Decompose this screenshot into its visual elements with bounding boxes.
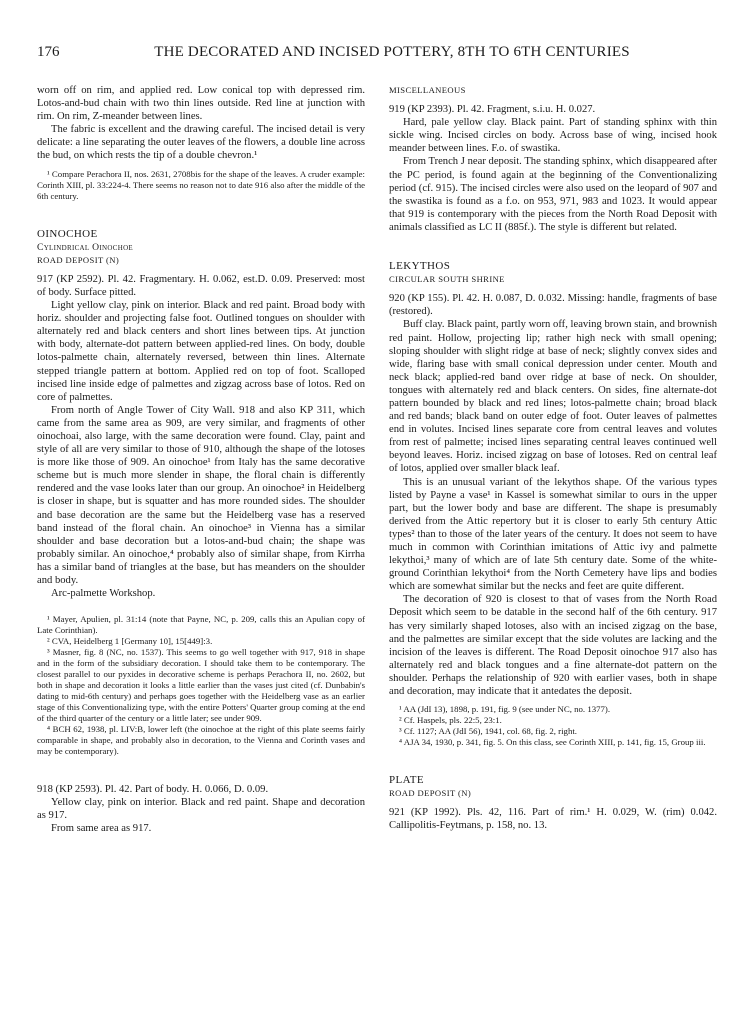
- entry-918-provenance: From same area as 917.: [51, 823, 152, 835]
- section-heading-lekythos: LEKYTHOS: [389, 260, 451, 273]
- entry-917-discussion: From north of Angle Tower of City Wall. 918 and also KP 311, which came from the same area as 909, are very similar, and fragments of other oinochoai, also large, with the same decoration were found. Clay, paint and style of all are very similar to those of 910, although the shape of the lotoses is more like those of 909. An oinochoe¹ from Italy has the same decorative scheme but is much more slender in shape, the floral chain is differently rendered and the vase looks later than our group. An oinochoe² in Heidelberg is closer in shape, but is squatter and has more rounded sides. The shoulder and base decoration are the same but the Heidelberg vase has a reserved band instead of the floral chain. An oinochoe³ in Vienna has a similar shoulder and base decoration but a lotos-and-bud chain; the shape was probably similar. An oinochoe,⁴ probably also of similar shape, from Kirrha has a similar band of triangles at the base, but has meanders on the shoulder and body.: [37, 404, 365, 586]
- footnote-920-2: ² Cf. Haspels, pls. 22:5, 23:1.: [399, 715, 502, 726]
- continued-paragraph: worn off on rim, and applied red. Low conical top with depressed rim. Lotos-and-bud chain with two thin lines outside. Red line at junction with rim. On rim, Z-meander between lines.: [37, 85, 365, 123]
- page-header: [37, 44, 717, 66]
- entry-920-decoration: The decoration of 920 is closest to that of vases from the North Road Deposit which seem to be datable in the second half of the 6th century. 917 has very similarly shaped lotoses, also with an incised zigzag on the base, and the palmettes are similar except that the side volutes are lacking and the incision of the leaves is different. The Road Deposit oinochoe 917 also has alternately red and black tongues and a fine alternate-dot pattern on the shoulder. Perhaps the relationship of 920 with earlier vases, both in shape and decoration, may indicate that it antedates the deposit.: [389, 594, 717, 698]
- section-heading-plate: PLATE: [389, 774, 424, 787]
- footnote-920-1: ¹ AA (JdI 13), 1898, p. 191, fig. 9 (see under NC, no. 1377).: [399, 704, 611, 715]
- footnote-917-3: ³ Masner, fig. 8 (NC, no. 1537). This seems to go well together with 917, 918 in shape and in the form of the subsidiary decoration. I should take them to be contemporary. The closest parallel to our pyxides in decorative scheme is perhaps Perachora II, no. 2602, but both in shape and decoration it looks a little earlier than the vases just cited (cf. Dunbabin's dating to mid-6th century) and perhaps goes together with the Heidelberg vase as an earlier stage of this Conventionalizing type, with the entire Potters' Quarter group coming at the end of the third quarter of the century or a little later; see under 909.: [37, 647, 365, 724]
- footnote-917-2: ² CVA, Heidelberg 1 [Germany 10], 15[449]:3.: [47, 636, 213, 647]
- running-title: THE DECORATED AND INCISED POTTERY, 8TH TO 6TH CENTURIES: [154, 44, 630, 60]
- entry-919-title: 919 (KP 2393). Pl. 42. Fragment, s.i.u. H. 0.027.: [389, 104, 596, 116]
- entry-917-description: Light yellow clay, pink on interior. Black and red paint. Broad body with horiz. shoulder and projecting false foot. Outlined tongues on shoulder with alternately red and black centers and short lines between tips. At junction with body, alternate-dot pattern between applied-red lines. On body, double lotos-palmette chain, alternately reversed, between thin lines. Alternate stepped triangle pattern at bottom. Applied red on top of foot. Scalloped incised line inside edge of palmettes and zigzag across base of lotos. Red on core of palmettes.: [37, 300, 365, 403]
- subsection-cylindrical-oinochoe: Cylindrical Oinochoe: [37, 241, 133, 253]
- entry-918-title: 918 (KP 2593). Pl. 42. Part of body. H. 0.066, D. 0.09.: [37, 784, 269, 796]
- fabric-paragraph: The fabric is excellent and the drawing careful. The incised detail is very delicate: a line separating the outer leaves of the flowers, a double line across the bud, on which rests the tip of a double chevron.¹: [37, 124, 365, 162]
- entry-920-title: 920 (KP 155). Pl. 42. H. 0.087, D. 0.032. Missing: handle, fragments of base (restored).: [389, 293, 717, 318]
- footnote-917-4: ⁴ BCH 62, 1938, pl. LIV:B, lower left (the oinochoe at the right of this plate seems fairly comparable in shape, and probably also in decoration, to the Vienna and Corinth vases and may be contemporary).: [37, 724, 365, 757]
- entry-919-discussion: From Trench J near deposit. The standing sphinx, which disappeared after the PC period, is found again at the beginning of the Conventionalizing period (cf. 915). The incised circles were also used on the leopard of 907 and the swastika is found as a f.o. on 953, 971, 983 and 1023. It would appear that 919 is contemporary with the pieces from the North Road Deposit with animals classified as LC II (885f.). The style is different but related.: [389, 156, 717, 233]
- section-heading-oinochoe: OINOCHOE: [37, 227, 98, 240]
- deposit-heading-circular-shrine: CIRCULAR SOUTH SHRINE: [389, 274, 505, 285]
- section-heading-miscellaneous: MISCELLANEOUS: [389, 85, 466, 95]
- deposit-heading: ROAD DEPOSIT (N): [37, 254, 120, 265]
- footnote-920-4: ⁴ AJA 34, 1930, p. 341, fig. 5. On this class, see Corinth XIII, p. 141, fig. 15, Group iii.: [399, 737, 706, 748]
- entry-917-workshop: Arc-palmette Workshop.: [51, 588, 156, 600]
- page-number: 176: [37, 44, 60, 60]
- entry-920-discussion: This is an unusual variant of the lekythos shape. Of the various types listed by Payne a vase¹ in Kassel is somewhat similar to ours in the upper part, but the lower body and base are different. The shape is presumably derived from the Attic repertory but it is closer to early 5th century Attic types² than to those of the later years of the century. It does not seem to have much in common with Corinthian imitations of Attic ivy and palmette lekythoi,³ many of which are of late 5th century date. Some of the white-ground Corinthian lekythoi⁴ from the North Cemetery have lips and bodies which are somewhat similar but the necks and feet are quite different.: [389, 476, 717, 593]
- entry-921-title: 921 (KP 1992). Pls. 42, 116. Part of rim.¹ H. 0.029, W. (rim) 0.042. Callipolitis-Feytmans, p. 158, no. 13.: [389, 807, 717, 832]
- entry-919-description: Hard, pale yellow clay. Black paint. Part of standing sphinx with thin sickle wing. Incised circles on body. Across base of wing, incised hook meander between lines. F.o. of swastika.: [389, 117, 717, 155]
- entry-917-title: 917 (KP 2592). Pl. 42. Fragmentary. H. 0.062, est.D. 0.09. Preserved: most of body. Surface pitted.: [37, 273, 365, 298]
- right-column: [389, 84, 717, 833]
- footnote-916: ¹ Compare Perachora II, nos. 2631, 2708bis for the shape of the leaves. A cruder example: Corinth XIII, pl. 33:224-4. There seems no reason not to date 916 also after the middle of the 6th century.: [37, 168, 365, 201]
- entry-920-description: Buff clay. Black paint, partly worn off, leaving brown stain, and brownish red paint. Hollow, projecting lip; rather high neck with small opening; sloping shoulder with slight ridge at base of neck; slightly convex sides and wide, flaring base with small conical depression under center. Mouth and neck black; applied-red band over ridge at base of neck. On shoulder, tongues with alternately red and black centers. On sides, fine alternate-dot pattern bounded by black and red lines; lotos-palmette chain; broad black and red bands; black band on outer edge of foot. Outer leaves of palmettes end in volutes. Incised lines separate core from central leaves and volutes from rest of palmette; incised lines separating central leaves continued well beyond leaves. Horiz. incised zigzag on base of lotoses. Red on central leaf of lotos, applied over smaller black leaf.: [389, 319, 717, 475]
- footnote-920-3: ³ Cf. 1127; AA (JdI 56), 1941, col. 68, fig. 2, right.: [399, 726, 577, 737]
- deposit-heading-road: ROAD DEPOSIT (N): [389, 788, 472, 799]
- footnote-917-1: ¹ Mayer, Apulien, pl. 31:14 (note that Payne, NC, p. 209, calls this an Apulian copy of Late Corinthian).: [37, 614, 365, 636]
- left-column: [37, 84, 365, 836]
- entry-918-description: Yellow clay, pink on interior. Black and red paint. Shape and decoration as 917.: [37, 797, 365, 822]
